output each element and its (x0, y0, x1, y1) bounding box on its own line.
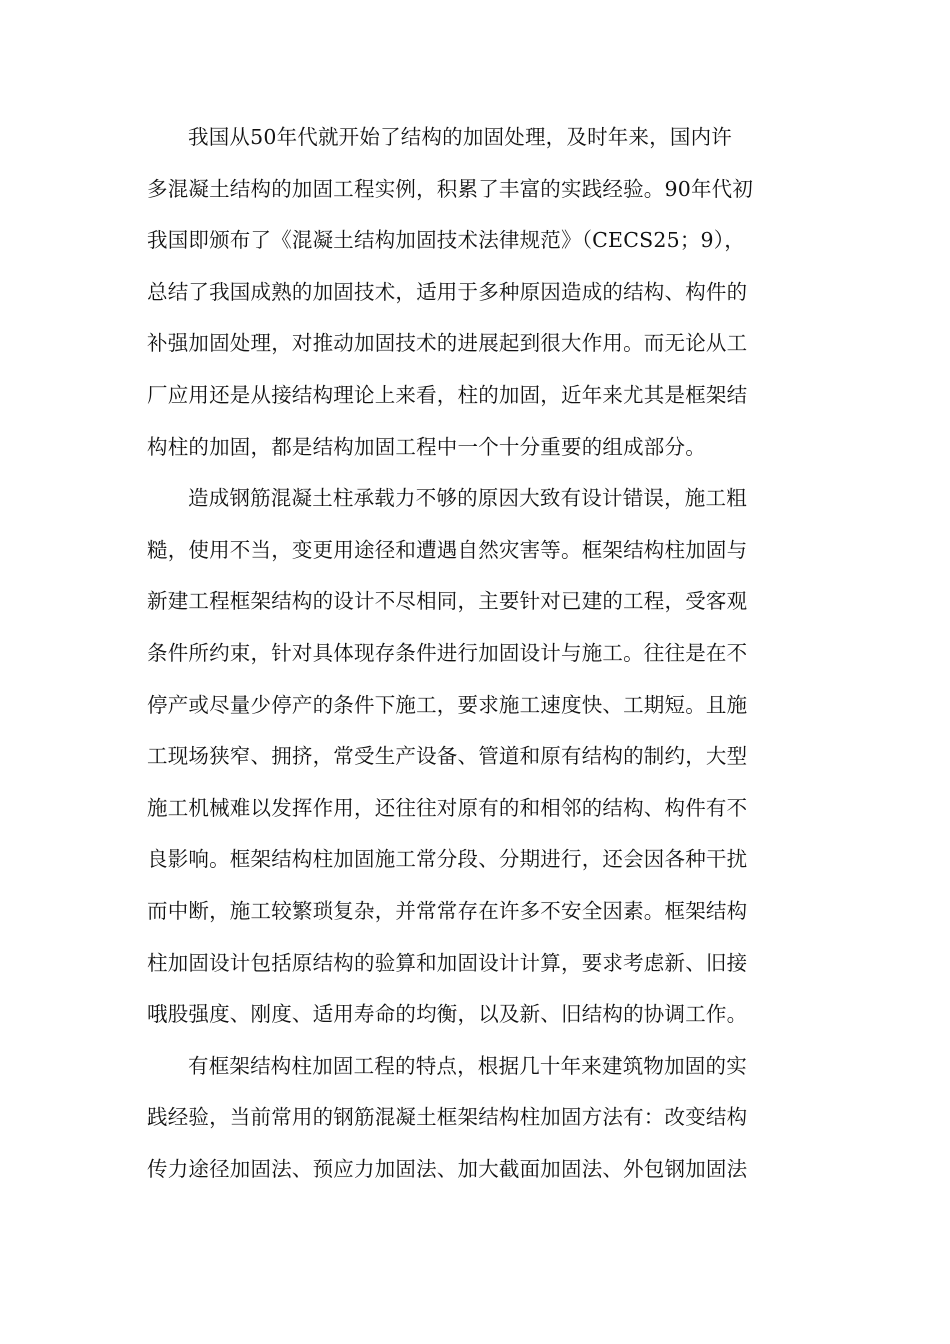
text-line: 造成钢筋混凝土柱承载力不够的原因大致有设计错误，施工粗 (188, 486, 747, 511)
text-line: 构柱的加固，都是结构加固工程中一个十分重要的组成部分。 (147, 434, 706, 459)
text-line: 工现场狭窄、拥挤，常受生产设备、管道和原有结构的制约，大型 (147, 744, 748, 769)
text-line: 传力途径加固法、预应力加固法、加大截面加固法、外包钢加固法 (147, 1156, 748, 1181)
text-line: 厂应用还是从接结构理论上来看，柱的加固，近年来尤其是框架结 (147, 382, 748, 407)
text-line: 条件所约束，针对具体现存条件进行加固设计与施工。往往是在不 (147, 640, 748, 665)
text-line: 多混凝土结构的加固工程实例，积累了丰富的实践经验。90年代初 (147, 176, 754, 201)
text-line: 哦股强度、刚度、适用寿命的均衡，以及新、旧结构的协调工作。 (147, 1002, 748, 1027)
text-line: 而中断，施工较繁琐复杂，并常常存在许多不安全因素。框架结构 (147, 898, 748, 923)
text-line: 停产或尽量少停产的条件下施工，要求施工速度快、工期短。且施 (147, 692, 748, 717)
text-line: 糙，使用不当，变更用途径和遭遇自然灾害等。框架结构柱加固与 (147, 537, 748, 562)
paragraph-2 (147, 473, 803, 1041)
text-line: 施工机械难以发挥作用，还往往对原有的和相邻的结构、构件有不 (147, 795, 748, 820)
text-line: 柱加固设计包括原结构的验算和加固设计计算，要求考虑新、旧接 (147, 950, 748, 975)
paragraph-3 (147, 1041, 803, 1196)
text-line: 总结了我国成熟的加固技术，适用于多种原因造成的结构、构件的 (147, 279, 748, 304)
text-line: 践经验，当前常用的钢筋混凝土框架结构柱加固方法有：改变结构 (147, 1105, 748, 1130)
text-line: 我国即颁布了《混凝土结构加固技术法律规范》（CECS25；9）， (147, 228, 745, 253)
text-line: 我国从50年代就开始了结构的加固处理，及时年来，国内许 (188, 125, 732, 149)
text-line: 新建工程框架结构的设计不尽相同，主要针对已建的工程，受客观 (147, 589, 748, 614)
text-line: 补强加固处理，对推动加固技术的进展起到很大作用。而无论从工 (147, 331, 748, 356)
paragraph-1 (147, 112, 803, 473)
document-body (147, 112, 803, 1195)
text-line: 良影响。框架结构柱加固施工常分段、分期进行，还会因各种干扰 (147, 847, 748, 872)
text-line: 有框架结构柱加固工程的特点，根据几十年来建筑物加固的实 (188, 1053, 747, 1078)
